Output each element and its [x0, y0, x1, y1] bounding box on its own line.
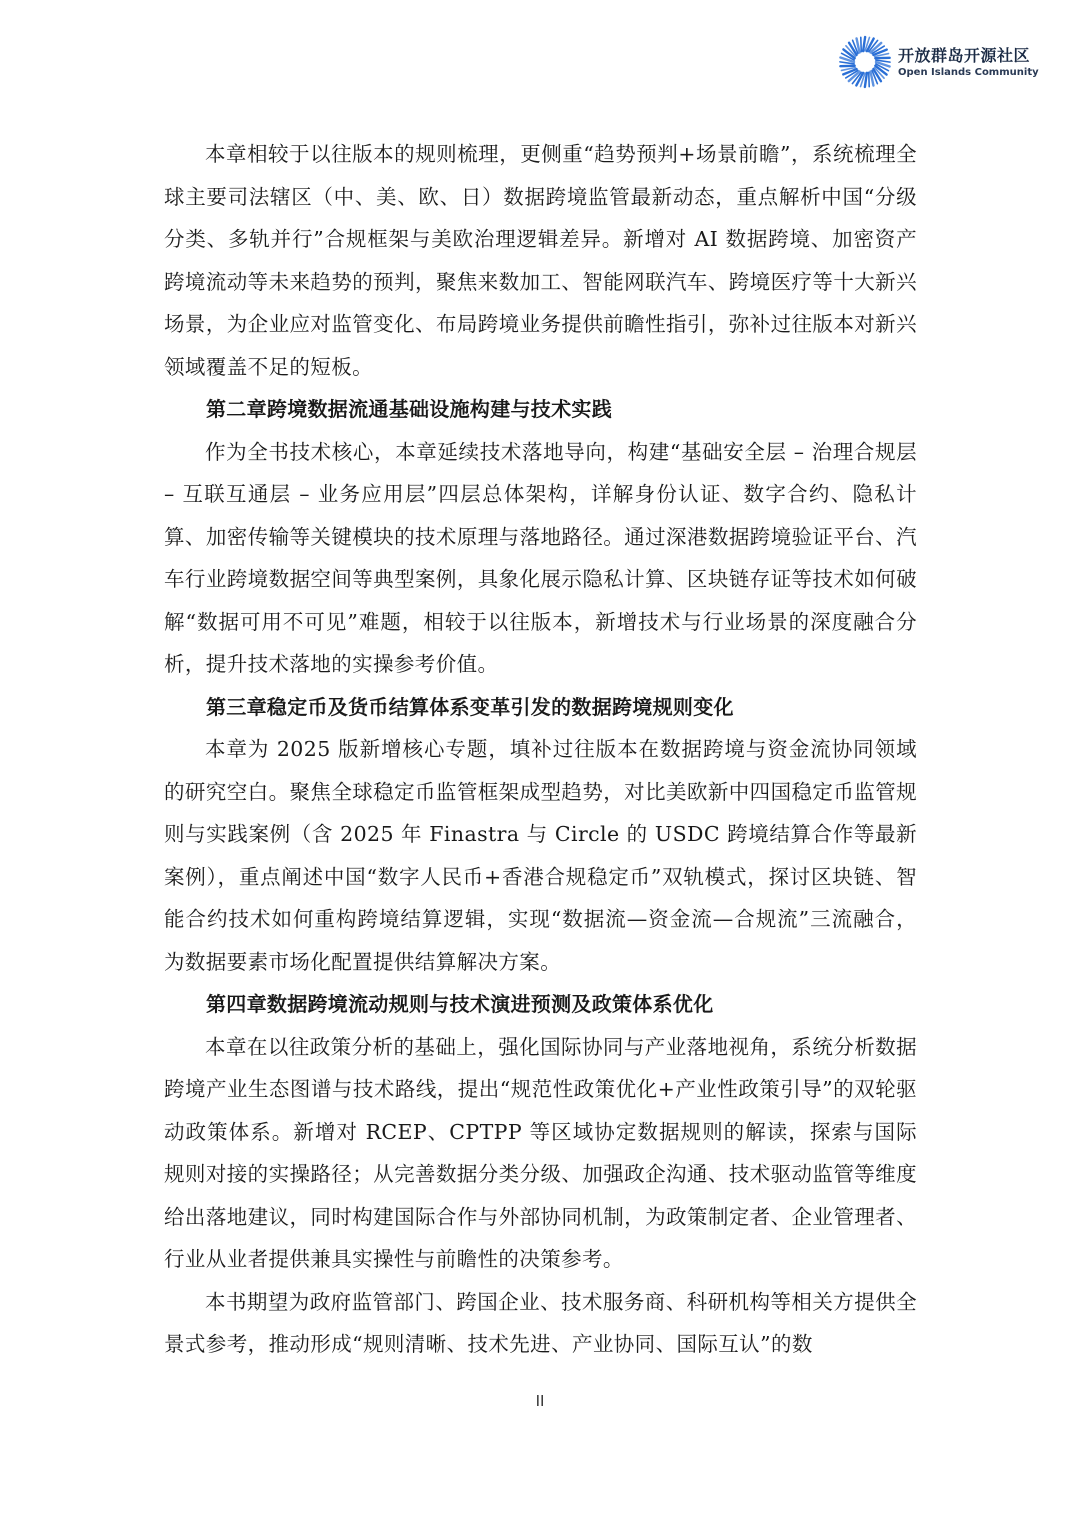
logo-text — [898, 46, 1039, 79]
page-number: II — [535, 1392, 545, 1410]
paragraph-closing: 本书期望为政府监管部门、跨国企业、技术服务商、科研机构等相关方提供全景式参考，推动形成“规则清晰、技术先进、产业协同、国际互认”的数 — [164, 1289, 917, 1356]
paragraph-chapter4: 本章在以往政策分析的基础上，强化国际协同与产业落地视角，系统分析数据跨境产业生态图谱与技术路线，提出“规范性政策优化+产业性政策引导”的双轮驱动政策体系。新增对 RCEP、CPTPP 等区域协定数据规则的解读，探索与国际规则对接的实操路径；从完善数据分类分级、加强政企沟通、技术驱动监管等维度给出落地建议，同时构建国际合作与外部协同机制，为政策制定者、企业管理者、行业从业者提供兼具实操性与前瞻性的决策参考。 — [164, 1034, 917, 1271]
sunburst-logo-icon — [838, 35, 892, 89]
heading-chapter3: 第三章稳定币及货币结算体系变革引发的数据跨境规则变化 — [206, 694, 734, 719]
heading-chapter4: 第四章数据跨境流动规则与技术演进预测及政策体系优化 — [206, 992, 714, 1016]
header-logo — [838, 34, 1053, 90]
heading-chapter2: 第二章跨境数据流通基础设施构建与技术实践 — [206, 397, 612, 421]
paragraph-chapter2: 作为全书技术核心，本章延续技术落地导向，构建“基础安全层 – 治理合规层 – 互联互通层 – 业务应用层”四层总体架构，详解身份认证、数字合约、隐私计算、加密传输等关键模块的技术原理与落地路径。通过深港数据跨境验证平台、汽车行业跨境数据空间等典型案例，具象化展示隐私计算、区块链存证等技术如何破解“数据可用不可见”难题，相较于以往版本，新增技术与行业场景的深度融合分析，提升技术落地的实操参考价值。 — [164, 439, 917, 676]
logo-title-en: Open Islands Community — [898, 66, 1039, 78]
paragraph-chapter3: 本章为 2025 版新增核心专题，填补过往版本在数据跨境与资金流协同领域的研究空白。聚焦全球稳定币监管框架成型趋势，对比美欧新中四国稳定币监管规则与实践案例（含 2025 年 Finastra 与 Circle 的 USDC 跨境结算合作等最新案例），重点阐述中国“数字人民币+香港合规稳定币”双轨模式，探讨区块链、智能合约技术如何重构跨境结算逻辑，实现“数据流—资金流—合规流”三流融合，为数据要素市场化配置提供结算解决方案。 — [164, 737, 917, 974]
logo-title-cn: 开放群岛开源社区 — [898, 45, 1031, 65]
document-body — [164, 133, 917, 1366]
paragraph-chapter1-continued: 本章相较于以往版本的规则梳理，更侧重“趋势预判+场景前瞻”，系统梳理全球主要司法辖区（中、美、欧、日）数据跨境监管最新动态，重点解析中国“分级分类、多轨并行”合规框架与美欧治理逻辑差异。新增对 AI 数据跨境、加密资产跨境流动等未来趋势的预判，聚焦来数加工、智能网联汽车、跨境医疗等十大新兴场景，为企业应对监管变化、布局跨境业务提供前瞻性指引，弥补过往版本对新兴领域覆盖不足的短板。 — [164, 142, 917, 379]
